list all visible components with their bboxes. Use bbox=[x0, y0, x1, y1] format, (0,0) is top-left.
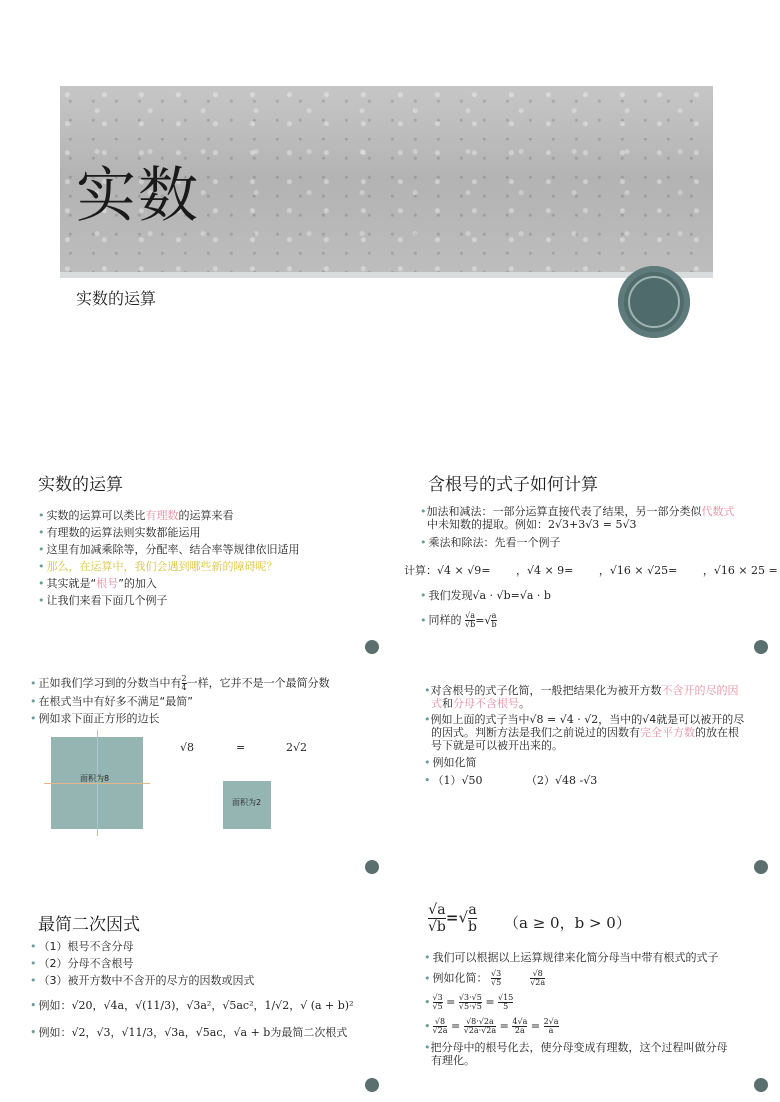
slide5-bullet-2: •例如上面的式子当中√8 = √4 · √2，当中的√4就是可以被开的尽 的因式。判断方法是我们之前说过的因数有完全平方数的放在根 号下就是可以被开出来的。 bbox=[424, 713, 745, 752]
slide2-title: 实数的运算 bbox=[38, 475, 123, 495]
slide6-bullet-1: • （1）根号不含分母 bbox=[30, 940, 134, 953]
slide2-bullet-3: • 这里有加减乘除等，分配率、结合率等规律依旧适用 bbox=[38, 543, 300, 556]
slide6-dot bbox=[365, 1078, 379, 1092]
slide7-dot bbox=[754, 1078, 768, 1092]
slide4-bullet-1: • 正如我们学习到的分数当中有 $\frac{2}{4}$ 一样，它并不是一个最简分数 bbox=[30, 674, 330, 692]
decorative-circle bbox=[618, 266, 690, 338]
slide7-bullet-1: • 我们可以根据以上运算规律来化简分母当中带有根式的式子 bbox=[424, 951, 719, 964]
slide2-bullet-2: • 有理数的运算法则实数都能运用 bbox=[38, 526, 201, 539]
slide3-dot bbox=[754, 640, 768, 654]
slide6-title: 最简二次因式 bbox=[38, 915, 140, 935]
small-square-label: 面积为2 bbox=[232, 798, 262, 807]
eq-2sqrt2: 2√2 bbox=[286, 741, 308, 754]
eq-sqrt8: √8 bbox=[180, 741, 195, 754]
slide2-bullet-1: • 实数的运算可以类比有理数的运算来看 bbox=[38, 509, 234, 522]
subtitle: 实数的运算 bbox=[76, 289, 157, 308]
slide2-dot bbox=[365, 640, 379, 654]
slide3-bullet-1: •加法和减法：一部分运算直接代表了结果，另一部分类似代数式 中未知数的提取。例如：2√3+3√3 = 5√3 bbox=[420, 505, 735, 531]
slide2-bullet-5: • 其实就是“根号”的加入 bbox=[38, 577, 157, 590]
eq-equals: = bbox=[236, 741, 246, 754]
slide5-example-row: • （1）√50 （2）√48 -√3 bbox=[424, 774, 598, 787]
slide6-bullet-2: • （2）分母不含根号 bbox=[30, 957, 134, 970]
slide7-formula: $\frac{√a}{√b}$ =√ $\frac{a}{b}$ bbox=[428, 902, 477, 935]
main-title: 实数 bbox=[76, 161, 200, 231]
slide6-bullet-5: • 例如：√2，√3，√11/3，√3a，√5ac，√a + b为最简二次根式 bbox=[30, 1026, 348, 1039]
slide3-calc-row: 计算：√4 × √9= ，√4 × 9= ，√16 × √25= ，√16 × 25 = bbox=[404, 564, 778, 577]
slide3-bullet-2: • 乘法和除法：先看一个例子 bbox=[420, 536, 561, 549]
slide5-bullet-1: •对含根号的式子化简，一般把结果化为被开方数不含开的尽的因 式和分母不含根号。 bbox=[424, 684, 739, 710]
slide4-dot bbox=[365, 860, 379, 874]
slide7-step-2: • $\frac{√8}{√2a}$ = $\frac{√8\cdot√2a}{√2a\cdot√2a}$ = $\frac{4√a}{2a}$ = $\frac{2√a}{a}$ bbox=[424, 1017, 559, 1035]
slide6-bullet-4: • 例如：√20，√4a，√(11/3)，√3a²，√5ac²，1/√2，√ (a + b)² bbox=[30, 999, 354, 1012]
slide-title-page bbox=[0, 0, 780, 450]
slide7-condition: （a ≥ 0，b > 0） bbox=[504, 914, 631, 932]
slide3-bullet-3: • 我们发现√a · √b=√a · b bbox=[420, 589, 551, 602]
slide7-bullet-2: • 例如化简： $\frac{√3}{√5}$ $\frac{√8}{√2a}$ bbox=[424, 969, 546, 987]
slide6-bullet-3: • （3）被开方数中不含开的尽方的因数或因式 bbox=[30, 974, 255, 987]
big-square-label: 面积为8 bbox=[80, 774, 110, 783]
slide5-bullet-3: • 例如化简 bbox=[424, 756, 477, 769]
slide4-bullet-2: • 在根式当中有好多不满足“最简” bbox=[30, 695, 193, 708]
slide7-bullet-3: •把分母中的根号化去，使分母变成有理数，这个过程叫做分母 有理化。 bbox=[424, 1041, 728, 1067]
slide4-bullet-3: • 例如求下面正方形的边长 bbox=[30, 712, 160, 725]
slide2-bullet-4: • 那么，在运算中，我们会遇到哪些新的障碍呢？ bbox=[38, 560, 278, 573]
slide3-bullet-4: • 同样的 $\frac{√a}{√b}$ =√ $\frac{a}{b}$ bbox=[420, 611, 497, 629]
banner-underline bbox=[60, 272, 713, 278]
slide5-dot bbox=[754, 860, 768, 874]
slide2-bullet-6: • 让我们来看下面几个例子 bbox=[38, 594, 168, 607]
slide7-step-1: • $\frac{√3}{√5}$ = $\frac{√3\cdot√5}{√5\cdot√5}$ = $\frac{√15}{5}$ bbox=[424, 993, 514, 1011]
slide3-title: 含根号的式子如何计算 bbox=[428, 475, 598, 495]
